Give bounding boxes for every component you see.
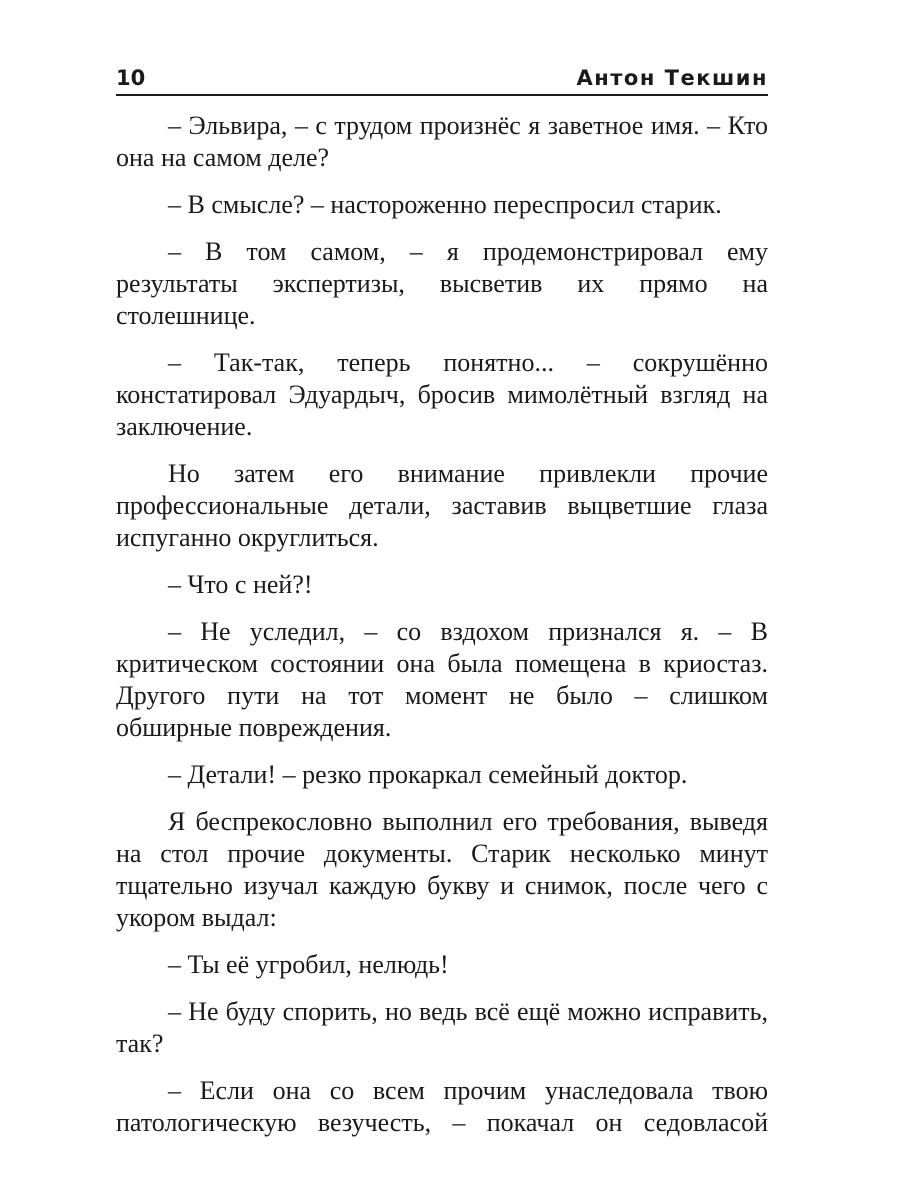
paragraph: Я беспрекословно выполнил его требования, выведя на стол прочие документы. Старик несколько минут тщательно изучал каждую букву и снимок, после чего с укором выдал: <box>116 807 768 932</box>
book-page <box>116 62 768 1154</box>
author-name: Антон Текшин <box>576 66 768 90</box>
paragraph: – Так-так, теперь понятно... – сокрушённо констатировал Эдуардыч, бросив мимолётный взгляд на заключение. <box>116 348 768 441</box>
paragraph: – Не буду спорить, но ведь всё ещё можно исправить, так? <box>116 997 768 1058</box>
paragraph: – В том самом, – я продемонстрировал ему результаты экспертизы, высветив их прямо на столешнице. <box>116 237 768 330</box>
paragraph: – Эльвира, – с трудом произнёс я заветное имя. – Кто она на самом деле? <box>116 111 768 172</box>
paragraph: – Если она со всем прочим унаследовала твою патологическую везучесть, – покачал он седовласой <box>116 1076 768 1137</box>
page-number: 10 <box>116 66 146 90</box>
paragraph: – В смысле? – настороженно переспросил старик. <box>168 190 722 219</box>
paragraph: – Что с ней?! <box>168 570 313 599</box>
paragraph: – Не уследил, – со вздохом признался я. – В критическом состоянии она была помещена в криостаз. Другого пути на тот момент не было – слишком обширные повреждения. <box>116 617 768 742</box>
paragraph: Но затем его внимание привлекли прочие профессиональные детали, заставив выцветшие глаза испуганно округлиться. <box>116 459 768 552</box>
running-header <box>116 62 768 96</box>
paragraph: – Ты её угробил, нелюдь! <box>168 950 449 979</box>
body-text <box>116 110 768 1139</box>
paragraph: – Детали! – резко прокаркал семейный доктор. <box>168 760 688 789</box>
